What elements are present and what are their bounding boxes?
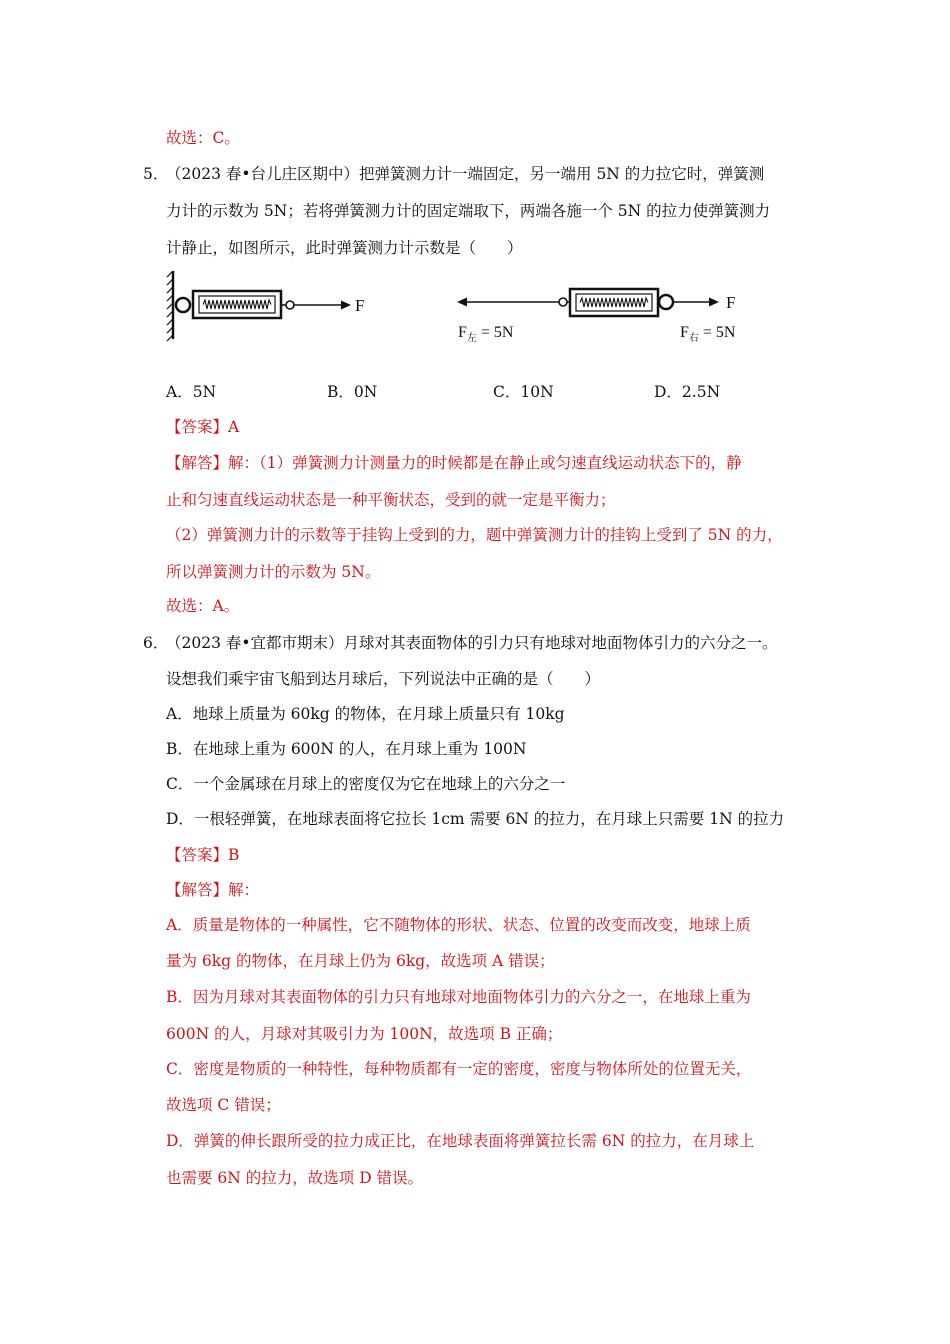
q5-analysis-line-4: 所以弹簧测力计的示数为 5N。 <box>166 563 381 581</box>
figure-balanced-spring-scale <box>455 283 760 348</box>
q5-stem-line-3: 计静止，如图所示，此时弹簧测力计示数是（ ） <box>166 239 523 257</box>
q6-number: 6． <box>143 634 169 652</box>
q6-stem-line-2: 设想我们乘宇宙飞船到达月球后，下列说法中正确的是（ ） <box>166 670 601 688</box>
q6-analysis-line-5: C．密度是物质的一种特性，每种物质都有一定的密度，密度与物体所处的位置无关， <box>166 1060 752 1078</box>
q5-option-a: A．5N <box>166 383 217 401</box>
hook <box>286 301 294 309</box>
q6-analysis-line-1: A．质量是物体的一种属性，它不随物体的形状、状态、位置的改变而改变，地球上质 <box>166 916 751 934</box>
left-force-value-label: $F_左 = 5N$ <box>458 324 514 344</box>
fixed-ring <box>176 298 190 312</box>
hook <box>559 298 567 306</box>
force-label: F <box>726 293 736 312</box>
q6-analysis-line-8: 也需要 6N 的拉力，故选项 D 错误。 <box>166 1169 424 1187</box>
force-label: F <box>355 296 365 315</box>
q6-option-c: C．一个金属球在月球上的密度仅为它在地球上的六分之一 <box>166 775 566 793</box>
q6-analysis-line-4: 600N 的人，月球对其吸引力为 100N，故选项 B 正确； <box>166 1025 563 1043</box>
figure-fixed-spring-scale <box>165 265 375 345</box>
q6-analysis-line-2: 量为 6kg 的物体，在月球上仍为 6kg，故选项 A 错误； <box>166 952 555 970</box>
q6-analysis-line-7: D．弹簧的伸长跟所受的拉力成正比，在地球表面将弹簧拉长需 6N 的拉力，在月球上 <box>166 1132 755 1150</box>
q6-analysis-line-3: B．因为月球对其表面物体的引力只有地球对地面物体引力的六分之一，在地球上重为 <box>166 988 751 1006</box>
ring <box>659 295 673 309</box>
arrow-right-icon <box>341 301 351 310</box>
right-force-value-label: $F_右 = 5N$ <box>680 324 736 344</box>
arrow-right-icon <box>709 298 719 307</box>
q6-stem-line-1: （2023 春•宜都市期末）月球对其表面物体的引力只有地球对地面物体引力的六分之一。 <box>166 634 778 652</box>
q6-option-d: D．一根轻弹簧，在地球表面将它拉长 1cm 需要 6N 的拉力，在月球上只需要 1N 的拉力 <box>166 810 785 828</box>
q6-analysis-line-6: 故选项 C 错误； <box>166 1096 281 1114</box>
q5-stem-line-2: 力计的示数为 5N；若将弹簧测力计的固定端取下，两端各施一个 5N 的拉力使弹簧测力 <box>166 202 771 220</box>
q5-option-c: C．10N <box>493 383 554 401</box>
q6-option-a: A．地球上质量为 60kg 的物体，在月球上质量只有 10kg <box>166 705 565 723</box>
q6-option-b: B．在地球上重为 600N 的人，在月球上重为 100N <box>166 740 527 758</box>
q5-stem-line-1: （2023 春•台儿庄区期中）把弹簧测力计一端固定，另一端用 5N 的力拉它时，弹簧测 <box>166 165 765 183</box>
q6-answer: 【答案】B <box>166 846 240 864</box>
q5-option-b: B．0N <box>327 383 378 401</box>
q5-analysis-line-2: 止和匀速直线运动状态是一种平衡状态，受到的就一定是平衡力； <box>166 491 616 509</box>
q5-analysis-line-3: （2）弹簧测力计的示数等于挂钩上受到的力，题中弹簧测力计的挂钩上受到了 5N 的力， <box>166 526 783 544</box>
q5-analysis-line-1: 【解答】解：（1）弹簧测力计测量力的时候都是在静止或匀速直线运动状态下的，静 <box>166 454 742 472</box>
q6-analysis-head: 【解答】解： <box>166 881 260 899</box>
q5-answer: 【答案】A <box>166 418 240 436</box>
q5-conclusion: 故选：A。 <box>166 597 240 615</box>
q5-option-d: D．2.5N <box>654 383 721 401</box>
prev-conclusion: 故选：C。 <box>166 129 240 147</box>
q5-number: 5． <box>143 165 169 183</box>
